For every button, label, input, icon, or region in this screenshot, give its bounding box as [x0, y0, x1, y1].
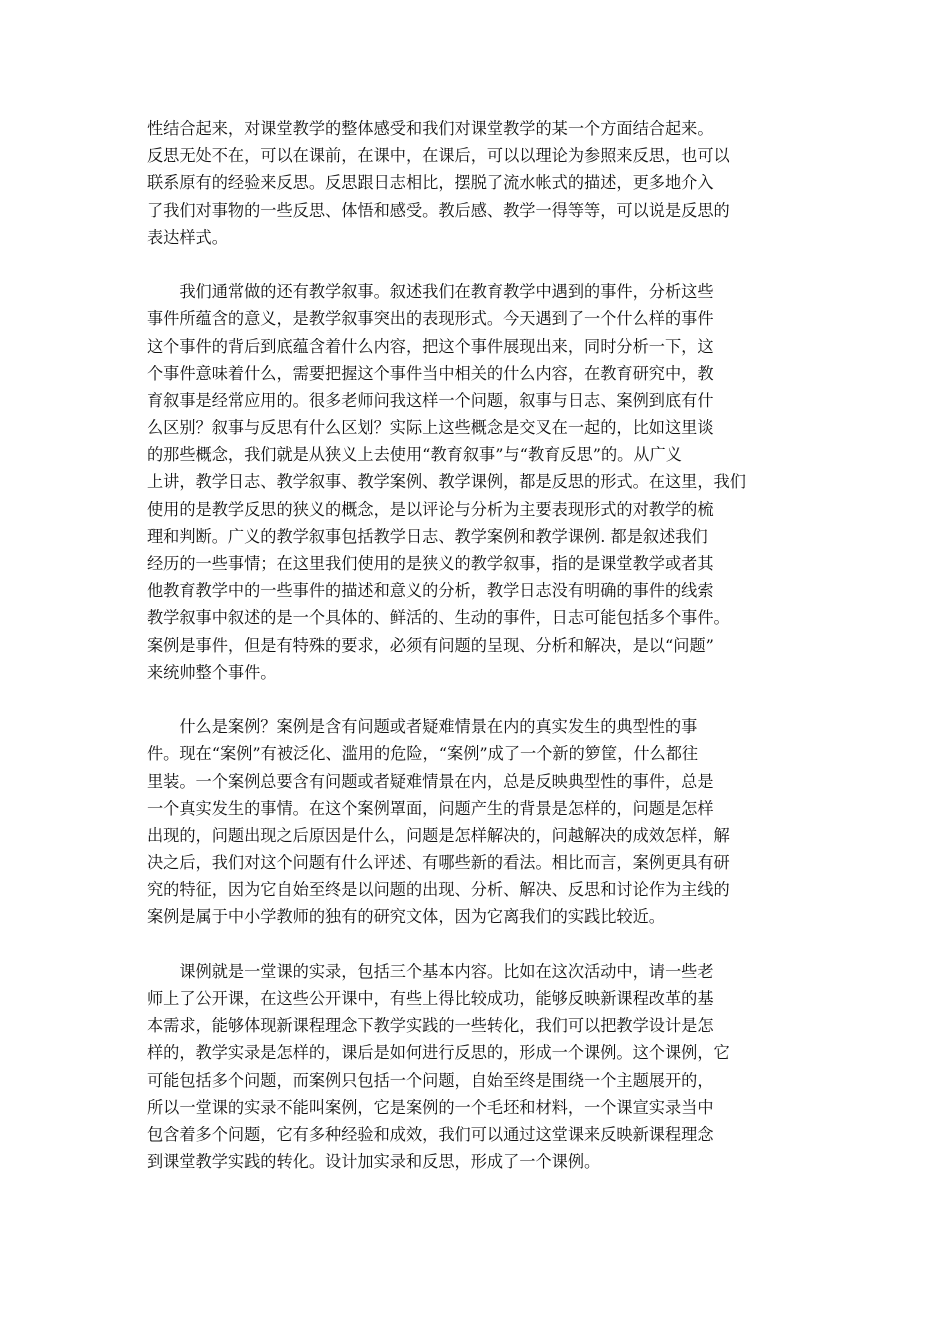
text-line: 究的特征，因为它自始至终是以问题的出现、分析、解决、反思和讨论作为主线的 [147, 880, 730, 900]
text-line: 件。现在“案例”有被泛化、滥用的危险，“案例”成了一个新的箩筐，什么都往 [147, 744, 699, 764]
text-line: 到课堂教学实践的转化。设计加实录和反思，形成了一个课例。 [147, 1152, 601, 1172]
text-line: 决之后，我们对这个问题有什么评述、有哪些新的看法。相比而言，案例更具有研 [147, 853, 730, 873]
paragraph-gap [147, 686, 811, 713]
text-line: 教学叙事中叙述的是一个具体的、鲜活的、生动的事件，日志可能包括多个事件。 [147, 608, 730, 628]
text-line: 出现的，问题出现之后原因是什么，问题是怎样解决的，问越解决的成效怎样，解 [147, 825, 730, 845]
text-line: 案例是属于中小学教师的独有的研究文体，因为它离我们的实践比较近。 [147, 907, 665, 927]
text-line: 一个真实发生的事情。在这个案例罩面，问题产生的背景是怎样的，问题是怎样 [147, 798, 714, 818]
paragraph-gap [147, 251, 811, 278]
text-line: 联系原有的经验来反思。反思跟日志相比，摆脱了流水帐式的描述，更多地介入 [147, 173, 714, 193]
text-line: 来统帅整个事件。 [147, 662, 277, 682]
paragraph-3 [147, 713, 811, 931]
text-line: 使用的是教学反思的狭义的概念，是以评论与分析为主要表现形式的对教学的梳 [147, 499, 714, 519]
text-line: 性结合起来，对课堂教学的整体感受和我们对课堂教学的某一个方面结合起来。 [147, 119, 714, 138]
document-body [147, 115, 811, 1175]
text-line: 师上了公开课，在这些公开课中，有些上得比较成功，能够反映新课程改革的基 [147, 989, 714, 1008]
text-line: 上讲，教学日志、教学叙事、教学案例、教学课例，都是反思的形式。在这里，我们 [147, 472, 746, 492]
text-line: 了我们对事物的一些反思、体悟和感受。教后感、教学一得等等，可以说是反思的 [147, 200, 730, 220]
text-line: 表达样式。 [147, 227, 228, 247]
text-line: 事件所蕴含的意义，是教学叙事突出的表现形式。今天遇到了一个什么样的事件 [147, 309, 714, 329]
text-line: 里装。一个案例总要含有问题或者疑难情景在内，总是反映典型性的事件，总是 [147, 771, 714, 791]
text-line: 我们通常做的还有教学叙事。叙述我们在教育教学中遇到的事件，分析这些 [147, 282, 714, 302]
text-line: 什么是案例？案例是含有问题或者疑难情景在内的真实发生的典型性的事 [147, 717, 698, 737]
text-line: 么区别？叙事与反思有什么区划？实际上这些概念是交叉在一起的，比如这里谈 [147, 418, 714, 438]
paragraph-gap [147, 931, 811, 958]
text-line: 这个事件的背后到底蕴含着什么内容，把这个事件展现出来，同时分析一下，这 [147, 336, 714, 356]
text-line: 个事件意味着什么，需要把握这个事件当中相关的什么内容，在教育研究中，教 [147, 363, 714, 383]
text-line: 理和判断。广义的教学叙事包括教学日志、教学案例和教学课例. 都是叙述我们 [147, 526, 708, 546]
paragraph-2 [147, 278, 811, 686]
paragraph-1 [147, 115, 811, 251]
text-line: 所以一堂课的实录不能叫案例，它是案例的一个毛坯和材料，一个课宣实录当中 [147, 1097, 714, 1117]
text-line: 可能包括多个问题，而案例只包括一个问题，自始至终是围绕一个主题展开的， [147, 1070, 714, 1090]
paragraph-4 [147, 958, 811, 1176]
text-line: 他教育教学中的一些事件的描述和意义的分析，教学日志没有明确的事件的线索 [147, 581, 714, 601]
text-line: 的那些概念，我们就是从狭义上去使用“教育叙事”与“教育反思”的。从广义 [147, 445, 682, 465]
text-line: 育叙事是经常应用的。很多老师问我这样一个问题，叙事与日志、案例到底有什 [147, 390, 714, 410]
text-line: 样的，教学实录是怎样的，课后是如何进行反思的，形成一个课例。这个课例，它 [147, 1043, 730, 1063]
text-line: 课例就是一堂课的实录，包括三个基本内容。比如在这次活动中，请一些老 [147, 961, 714, 981]
text-line: 案例是事件，但是有特殊的要求，必须有问题的呈现、分析和解决，是以“问题” [147, 635, 714, 655]
text-line: 经历的一些事情；在这里我们使用的是狭义的教学叙事，指的是课堂教学或者其 [147, 554, 714, 573]
text-line: 本需求，能够体现新课程理念下教学实践的一些转化，我们可以把教学设计是怎 [147, 1016, 714, 1036]
text-line: 反思无处不在，可以在课前，在课中，在课后，可以以理论为参照来反思，也可以 [147, 146, 730, 166]
text-line: 包含着多个问题，它有多种经验和成效，我们可以通过这堂课来反映新课程理念 [147, 1124, 714, 1144]
